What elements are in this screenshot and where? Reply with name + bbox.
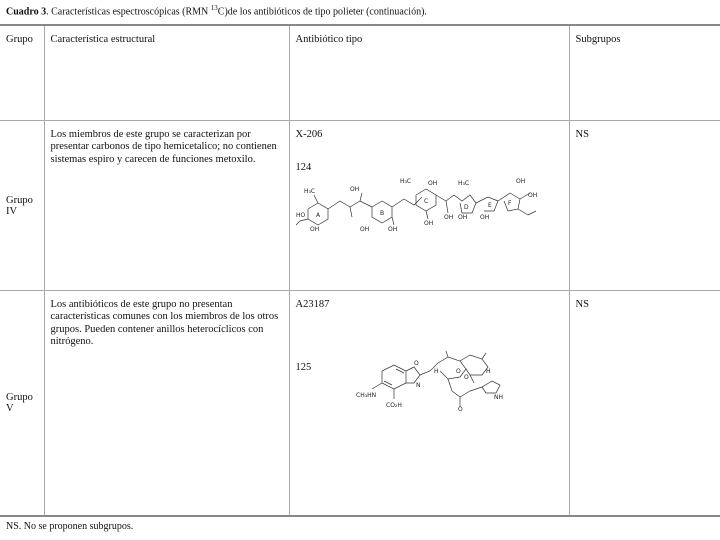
ring-d: D bbox=[463, 203, 469, 211]
label-oh-11: OH bbox=[479, 213, 489, 221]
ring-c: C bbox=[423, 197, 428, 205]
caption-superscript: 13 bbox=[210, 4, 218, 12]
caption-text-post: C)de los antibióticos de tipo polieter (continuación). bbox=[217, 6, 427, 18]
label-oh-5: OH bbox=[309, 225, 319, 233]
grupo-v-cell: Grupo V bbox=[0, 290, 44, 516]
table-row bbox=[0, 120, 720, 290]
antibiotic-name: A23187 bbox=[295, 298, 330, 310]
label-oh-7: OH bbox=[387, 225, 397, 233]
label-n: N bbox=[415, 381, 420, 389]
label-o-2: O bbox=[455, 367, 461, 375]
compound-number: 125 bbox=[295, 361, 312, 373]
a23187-structure-image bbox=[356, 351, 556, 413]
label-oh-6: OH bbox=[359, 225, 369, 233]
x206-structure-image bbox=[296, 173, 546, 233]
label-oh-2: OH bbox=[427, 179, 437, 187]
footnote: NS. No se proponen subgrupos. bbox=[6, 521, 134, 532]
ring-b: B bbox=[379, 209, 384, 217]
label-h3c-2: H₃C bbox=[399, 177, 411, 185]
x206-cell bbox=[289, 120, 569, 290]
table-row bbox=[0, 290, 720, 516]
header-caracteristica: Característica estructural bbox=[44, 25, 289, 120]
ring-a: A bbox=[315, 211, 320, 219]
antibiotic-name: X-206 bbox=[295, 128, 323, 140]
header-subgrupos: Subgrupos bbox=[569, 25, 720, 120]
header-row bbox=[0, 25, 720, 120]
label-oh-1: OH bbox=[349, 185, 359, 193]
label-nh: NH bbox=[493, 393, 503, 401]
caption-label: Cuadro 3 bbox=[6, 6, 47, 18]
caption-text-pre: . Características espectroscópicas (RMN bbox=[46, 6, 211, 18]
label-o-4: O bbox=[457, 405, 463, 413]
table-caption bbox=[6, 4, 427, 17]
label-h3c-3: H₃C bbox=[457, 179, 469, 187]
label-h3c-1: H₃C bbox=[303, 187, 315, 195]
label-o-1: O bbox=[413, 359, 419, 367]
a23187-cell bbox=[289, 290, 569, 516]
label-oh-4: OH bbox=[527, 191, 537, 199]
polyether-table bbox=[0, 24, 720, 517]
grupo-v-description: Los antibióticos de este grupo no presentan características comunes con los miembros de los otros grupos. Pueden contener anillos heterocíclicos con nitrógeno. bbox=[44, 290, 289, 516]
label-oh-9: OH bbox=[443, 213, 453, 221]
label-o-3: O bbox=[463, 373, 469, 381]
label-ho: HO bbox=[295, 211, 305, 219]
grupo-iv-description: Los miembros de este grupo se caracterizan por presentar carbonos de tipo hemicetalico; no contienen sistemas espiro y carecen de funciones metoxilo. bbox=[44, 120, 289, 290]
label-oh-10: OH bbox=[457, 213, 467, 221]
compound-number: 124 bbox=[295, 161, 312, 173]
label-ch3hn: CH₃HN bbox=[355, 391, 376, 399]
ring-e: E bbox=[487, 201, 492, 209]
ring-f: F bbox=[507, 199, 511, 207]
label-oh-3: OH bbox=[515, 177, 525, 185]
grupo-iv-cell: Grupo IV bbox=[0, 120, 44, 290]
label-h-2: H bbox=[485, 367, 491, 375]
grupo-iv-subgrupos: NS bbox=[569, 120, 720, 290]
header-grupo: Grupo bbox=[0, 25, 44, 120]
grupo-v-subgrupos: NS bbox=[569, 290, 720, 516]
label-h-1: H bbox=[433, 367, 439, 375]
header-antibiotico: Antibiótico tipo bbox=[289, 25, 569, 120]
label-oh-8: OH bbox=[423, 219, 433, 227]
label-co2h: CO₂H bbox=[385, 401, 402, 409]
